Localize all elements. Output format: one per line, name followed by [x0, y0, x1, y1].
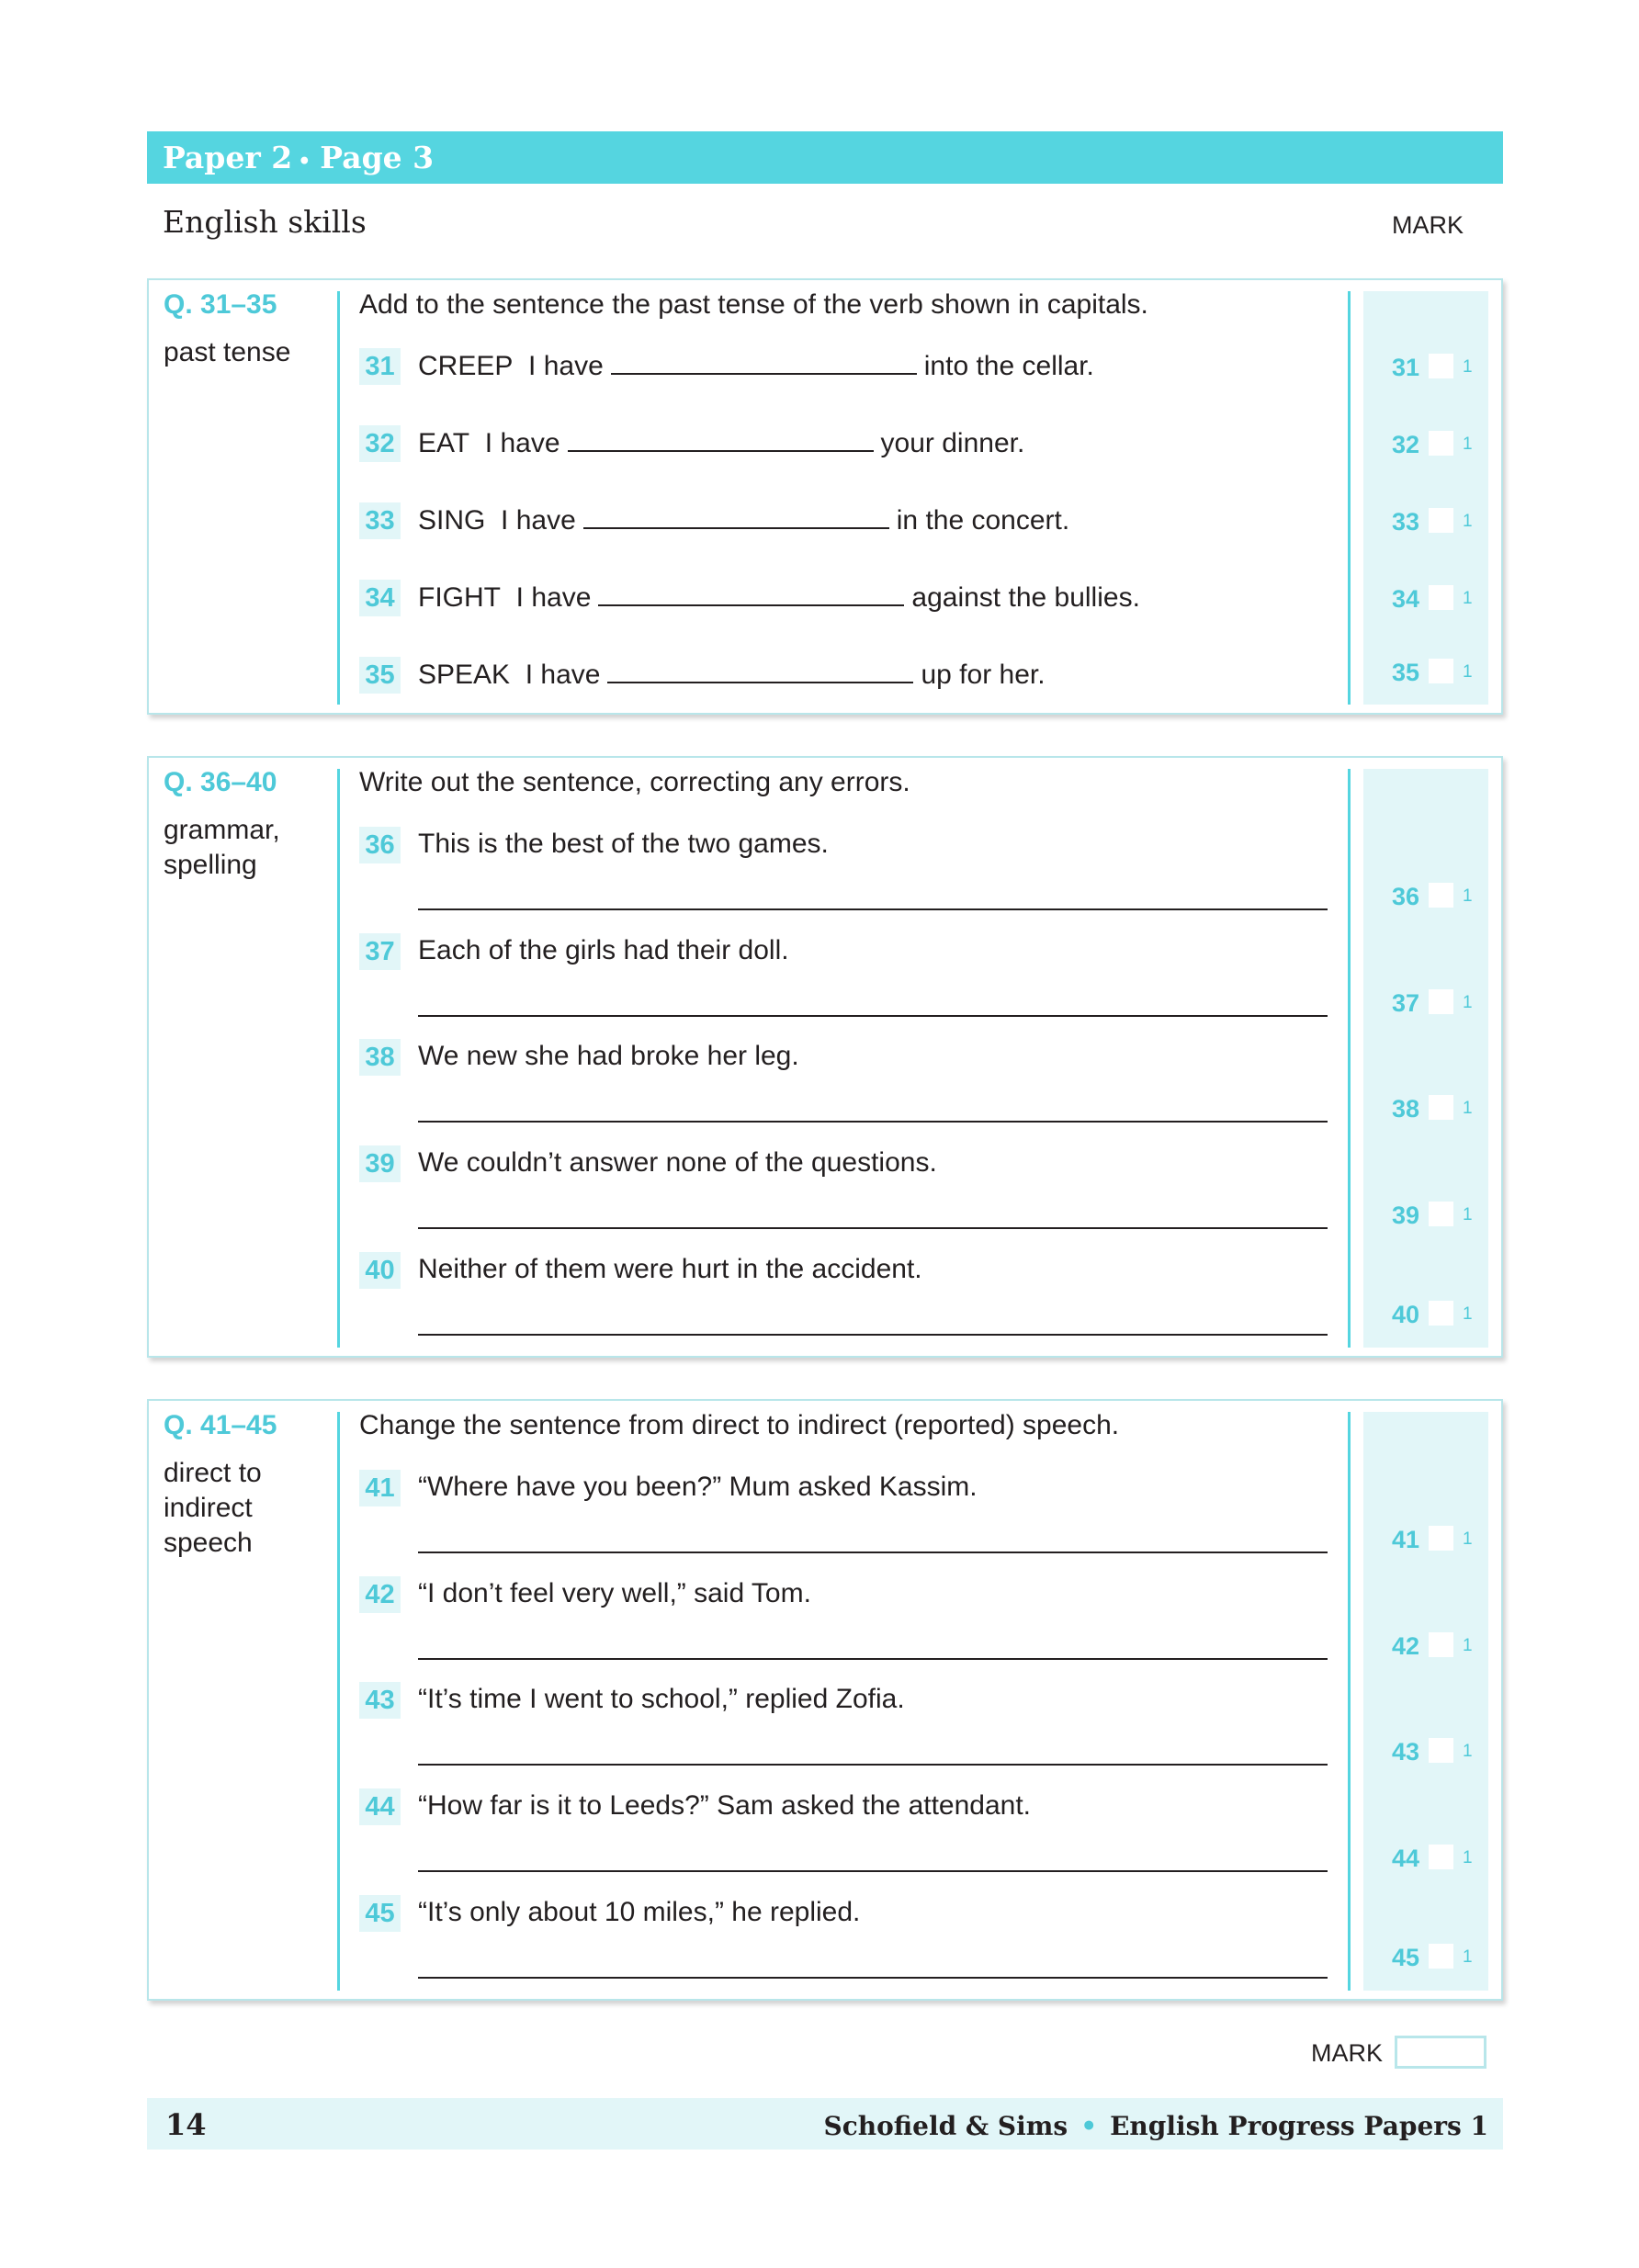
text-after: into the cellar.: [923, 351, 1094, 381]
section-topic: past tense: [164, 337, 291, 367]
question-number: 34: [359, 580, 401, 616]
question-number: 41: [359, 1470, 401, 1506]
mark-column: [1363, 769, 1488, 1348]
mark-box[interactable]: [1429, 1202, 1453, 1226]
mark-value: 1: [1463, 589, 1473, 608]
mark-box[interactable]: [1429, 1738, 1453, 1763]
text-before: I have: [515, 582, 592, 613]
question-33-text: [418, 505, 1069, 536]
answer-blank[interactable]: [611, 351, 917, 375]
question-number: 35: [359, 657, 401, 694]
mark-value: 1: [1463, 434, 1473, 454]
question-number: 39: [359, 1145, 401, 1182]
section-divider-left: [337, 291, 340, 705]
mark-number: 31: [1391, 354, 1420, 381]
question-number: 44: [359, 1788, 401, 1825]
footer-credit: [823, 2111, 1488, 2141]
answer-blank[interactable]: [583, 505, 889, 529]
answer-line[interactable]: [418, 1870, 1328, 1872]
question-number: 40: [359, 1252, 401, 1289]
mark-number: 38: [1391, 1095, 1420, 1123]
mark-number: 34: [1391, 585, 1420, 613]
question-text: Each of the girls had their doll.: [418, 935, 789, 965]
question-number: 38: [359, 1039, 401, 1076]
text-before: I have: [501, 505, 576, 536]
answer-line[interactable]: [418, 1121, 1328, 1123]
text-before: I have: [528, 351, 604, 381]
mark-box[interactable]: [1429, 585, 1453, 610]
verb: FIGHT: [418, 582, 501, 613]
mark-number: 41: [1391, 1526, 1420, 1553]
mark-column: [1363, 1412, 1488, 1991]
mark-value: 1: [1463, 662, 1473, 682]
text-after: in the concert.: [896, 505, 1070, 536]
mark-box[interactable]: [1429, 883, 1453, 908]
page-label: Page 3: [320, 140, 435, 175]
mark-number: 32: [1391, 431, 1420, 458]
mark-box[interactable]: [1429, 659, 1453, 683]
mark-box[interactable]: [1429, 354, 1453, 378]
page-number: 14: [165, 2107, 207, 2142]
text-after: against the bullies.: [911, 582, 1140, 613]
mark-box[interactable]: [1429, 1944, 1453, 1969]
mark-box[interactable]: [1429, 1632, 1453, 1657]
mark-number: 39: [1391, 1202, 1420, 1229]
question-text: Neither of them were hurt in the accident.: [418, 1254, 922, 1284]
question-number: 31: [359, 348, 401, 385]
answer-line[interactable]: [418, 1334, 1328, 1336]
section-topic: [164, 1456, 338, 1561]
mark-box[interactable]: [1429, 431, 1453, 456]
verb: SING: [418, 505, 486, 536]
answer-line[interactable]: [418, 1551, 1328, 1553]
mark-value: 1: [1463, 1742, 1473, 1761]
section-divider-left: [337, 769, 340, 1348]
mark-value: 1: [1463, 886, 1473, 906]
section-divider-right: [1348, 769, 1351, 1348]
answer-line[interactable]: [418, 1977, 1328, 1979]
footer-separator: •: [1080, 2111, 1098, 2141]
paper-label: Paper 2: [163, 140, 293, 175]
page-footer: [147, 2098, 1503, 2150]
section-grammar-spelling: [147, 756, 1503, 1358]
text-after: your dinner.: [880, 428, 1025, 458]
question-31-text: [418, 351, 1094, 382]
question-number: 32: [359, 425, 401, 462]
mark-box[interactable]: [1429, 1301, 1453, 1326]
section-instruction: Change the sentence from direct to indirect (reported) speech.: [359, 1410, 1120, 1440]
question-number: 42: [359, 1576, 401, 1613]
question-35-text: [418, 660, 1046, 691]
question-number: 43: [359, 1682, 401, 1719]
verb: CREEP: [418, 351, 514, 381]
mark-value: 1: [1463, 1636, 1473, 1655]
publisher-name: Schofield & Sims: [823, 2111, 1068, 2141]
answer-line[interactable]: [418, 1227, 1328, 1229]
section-topic: [164, 813, 338, 883]
text-before: I have: [525, 660, 601, 690]
question-text: “It’s time I went to school,” replied Zofia.: [418, 1684, 905, 1714]
section-past-tense: [147, 278, 1503, 715]
mark-number: 44: [1391, 1845, 1420, 1872]
question-number: 37: [359, 933, 401, 970]
mark-value: 1: [1463, 1304, 1473, 1324]
mark-box[interactable]: [1429, 1845, 1453, 1869]
answer-line[interactable]: [418, 1764, 1328, 1766]
question-text: This is the best of the two games.: [418, 829, 829, 859]
mark-number: 40: [1391, 1301, 1420, 1328]
mark-number: 36: [1391, 883, 1420, 910]
question-text: “I don’t feel very well,” said Tom.: [418, 1578, 811, 1608]
question-34-text: [418, 582, 1140, 614]
section-title: English skills: [163, 204, 367, 240]
mark-value: 1: [1463, 1205, 1473, 1224]
mark-number: 42: [1391, 1632, 1420, 1660]
answer-line[interactable]: [418, 908, 1328, 910]
question-number: 45: [359, 1895, 401, 1932]
mark-number: 37: [1391, 989, 1420, 1017]
section-divider-right: [1348, 1412, 1351, 1991]
mark-value: 1: [1463, 1848, 1473, 1867]
text-after: up for her.: [921, 660, 1046, 690]
question-number: 36: [359, 827, 401, 863]
topic-line: speech: [164, 1528, 253, 1558]
answer-line[interactable]: [418, 1015, 1328, 1017]
question-number: 33: [359, 502, 401, 539]
mark-box[interactable]: [1429, 508, 1453, 533]
mark-value: 1: [1463, 1947, 1473, 1967]
mark-number: 45: [1391, 1944, 1420, 1971]
mark-value: 1: [1463, 993, 1473, 1012]
section-instruction: Add to the sentence the past tense of the verb shown in capitals.: [359, 289, 1148, 320]
section-instruction: Write out the sentence, correcting any errors.: [359, 767, 910, 797]
question-text: “It’s only about 10 miles,” he replied.: [418, 1897, 861, 1927]
section-divider-left: [337, 1412, 340, 1991]
question-text: We new she had broke her leg.: [418, 1041, 799, 1071]
mark-box[interactable]: [1429, 1526, 1453, 1551]
total-mark-label: MARK: [1311, 2039, 1384, 2067]
page-header-bar: [147, 131, 1503, 184]
mark-number: 43: [1391, 1738, 1420, 1766]
topic-line: grammar,: [164, 815, 280, 845]
section-divider-right: [1348, 291, 1351, 705]
verb: SPEAK: [418, 660, 511, 690]
section-direct-indirect-speech: [147, 1399, 1503, 2001]
answer-blank[interactable]: [568, 428, 874, 452]
question-text: “Where have you been?” Mum asked Kassim.: [418, 1472, 978, 1502]
mark-number: 35: [1391, 659, 1420, 686]
mark-box[interactable]: [1429, 989, 1453, 1014]
mark-column-label: MARK: [1392, 211, 1464, 239]
mark-value: 1: [1463, 1099, 1473, 1118]
section-code: Q. 31–35: [164, 289, 277, 320]
header-separator: •: [298, 150, 311, 174]
section-code: Q. 36–40: [164, 767, 277, 797]
answer-blank[interactable]: [598, 582, 904, 606]
question-text: “How far is it to Leeds?” Sam asked the attendant.: [418, 1790, 1032, 1821]
answer-line[interactable]: [418, 1658, 1328, 1660]
text-before: I have: [484, 428, 560, 458]
mark-column: [1363, 291, 1488, 705]
series-title: English Progress Papers 1: [1110, 2111, 1488, 2141]
mark-box[interactable]: [1429, 1095, 1453, 1120]
question-text: We couldn’t answer none of the questions.: [418, 1147, 937, 1178]
mark-value: 1: [1463, 512, 1473, 531]
total-mark-box[interactable]: [1395, 2036, 1486, 2069]
topic-line: spelling: [164, 850, 257, 880]
question-32-text: [418, 428, 1024, 459]
mark-number: 33: [1391, 508, 1420, 536]
topic-line: direct to: [164, 1458, 262, 1488]
answer-blank[interactable]: [607, 660, 913, 683]
mark-value: 1: [1463, 357, 1473, 377]
topic-line: indirect: [164, 1493, 253, 1523]
mark-value: 1: [1463, 1529, 1473, 1549]
verb: EAT: [418, 428, 470, 458]
section-code: Q. 41–45: [164, 1410, 277, 1440]
